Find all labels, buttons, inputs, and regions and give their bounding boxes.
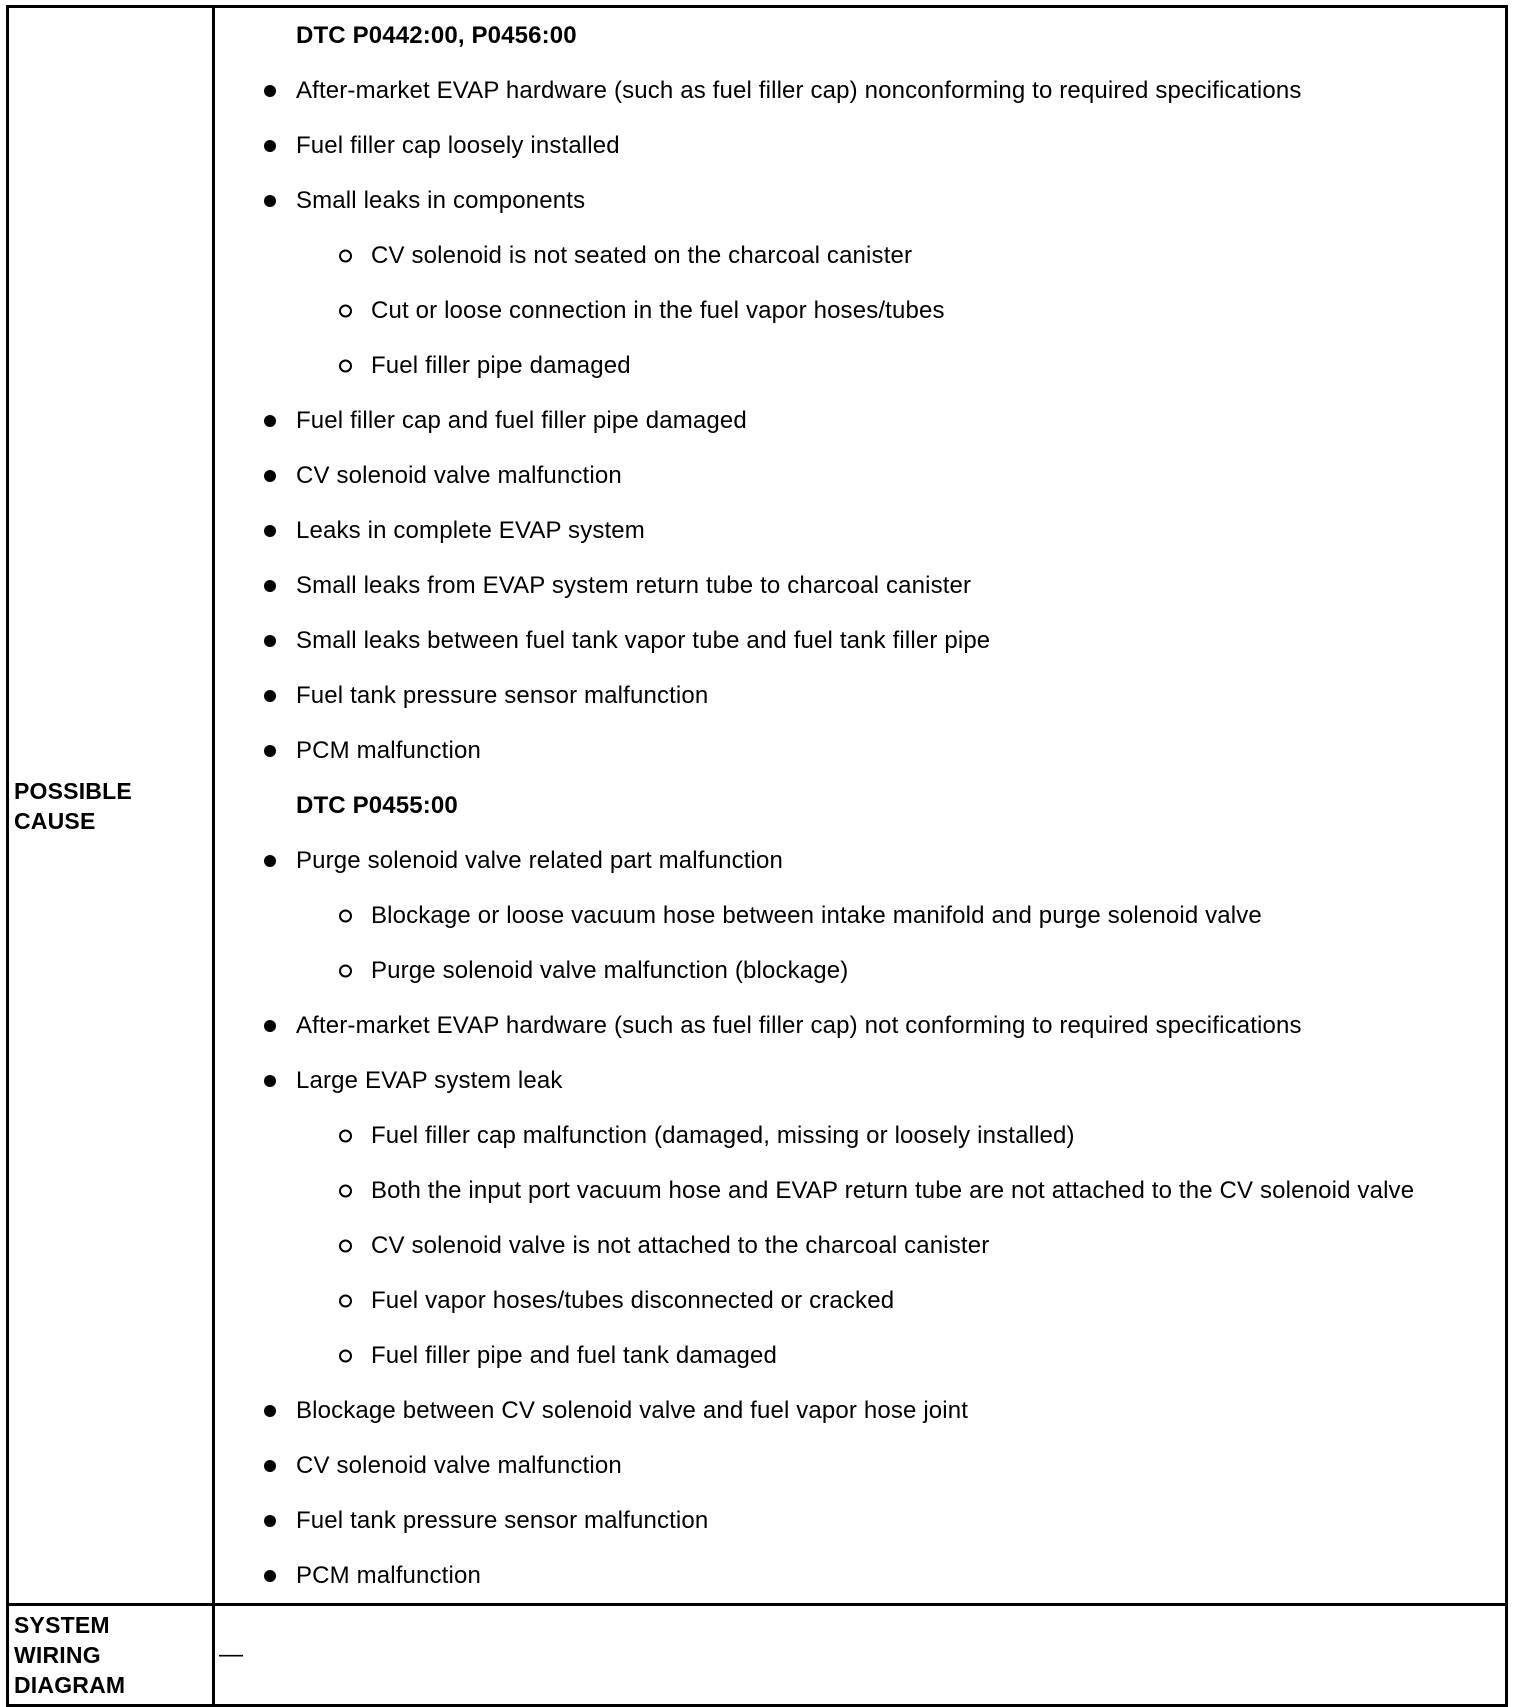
item-text: Fuel tank pressure sensor malfunction — [296, 1507, 709, 1534]
hollow-bullet-icon — [339, 304, 352, 317]
cause-subitem — [215, 283, 1505, 338]
item-text: Fuel filler pipe and fuel tank damaged — [371, 1342, 777, 1369]
item-text: Fuel filler cap loosely installed — [296, 132, 620, 159]
filled-bullet-icon — [264, 470, 276, 482]
cause-item — [215, 1493, 1505, 1548]
item-text: Fuel filler cap malfunction (damaged, missing or loosely installed) — [371, 1122, 1075, 1149]
filled-bullet-icon — [264, 195, 276, 207]
cause-item — [215, 668, 1505, 723]
filled-bullet-icon — [264, 525, 276, 537]
filled-bullet-icon — [264, 1460, 276, 1472]
system-wiring-diagram-label — [8, 1605, 214, 1706]
cause-item — [215, 1548, 1505, 1603]
cause-subitem — [215, 1273, 1505, 1328]
hollow-bullet-icon — [339, 1294, 352, 1307]
cause-subitem — [215, 888, 1505, 943]
cause-subitem — [215, 228, 1505, 283]
item-text: Blockage between CV solenoid valve and fuel vapor hose joint — [296, 1397, 969, 1424]
system-wiring-diagram-value: — — [219, 1641, 243, 1668]
item-text: CV solenoid valve malfunction — [296, 462, 622, 489]
item-text: Small leaks from EVAP system return tube to charcoal canister — [296, 572, 972, 599]
item-text: Purge solenoid valve related part malfunction — [296, 847, 784, 874]
dtc-heading — [215, 778, 1505, 833]
document-table — [6, 5, 1508, 1707]
hollow-bullet-icon — [339, 1239, 352, 1252]
filled-bullet-icon — [264, 415, 276, 427]
hollow-bullet-icon — [339, 249, 352, 262]
system-wiring-diagram-content — [214, 1605, 1507, 1706]
system-wiring-diagram-row — [8, 1605, 1507, 1706]
item-text: Small leaks between fuel tank vapor tube and fuel tank filler pipe — [296, 627, 991, 654]
item-text: Fuel vapor hoses/tubes disconnected or cracked — [371, 1287, 895, 1314]
filled-bullet-icon — [264, 1075, 276, 1087]
cause-subitem — [215, 1163, 1505, 1218]
label-line: POSSIBLE — [14, 777, 132, 804]
item-text: CV solenoid valve malfunction — [296, 1452, 622, 1479]
hollow-bullet-icon — [339, 1349, 352, 1362]
cause-subitem — [215, 1108, 1505, 1163]
hollow-bullet-icon — [339, 909, 352, 922]
filled-bullet-icon — [264, 745, 276, 757]
hollow-bullet-icon — [339, 1129, 352, 1142]
item-text: Purge solenoid valve malfunction (blockage) — [371, 957, 849, 984]
filled-bullet-icon — [264, 635, 276, 647]
filled-bullet-icon — [264, 140, 276, 152]
cause-item — [215, 613, 1505, 668]
cause-item — [215, 448, 1505, 503]
label-line: WIRING — [14, 1642, 101, 1668]
item-text: Fuel filler pipe damaged — [371, 352, 631, 379]
cause-item — [215, 1438, 1505, 1493]
item-text: Blockage or loose vacuum hose between intake manifold and purge solenoid valve — [371, 902, 1262, 929]
item-text: Large EVAP system leak — [296, 1067, 563, 1094]
item-text: Cut or loose connection in the fuel vapor hoses/tubes — [371, 297, 945, 324]
item-text: After-market EVAP hardware (such as fuel filler cap) not conforming to required specifications — [296, 1012, 1302, 1039]
item-text: CV solenoid is not seated on the charcoal canister — [371, 242, 913, 269]
cause-subitem — [215, 1218, 1505, 1273]
cause-item — [215, 173, 1505, 228]
filled-bullet-icon — [264, 1405, 276, 1417]
filled-bullet-icon — [264, 1515, 276, 1527]
hollow-bullet-icon — [339, 964, 352, 977]
possible-cause-content — [214, 7, 1507, 1605]
label-line: CAUSE — [14, 807, 96, 834]
filled-bullet-icon — [264, 855, 276, 867]
cause-item — [215, 118, 1505, 173]
cause-subitem — [215, 1328, 1505, 1383]
item-text: DTC P0455:00 — [296, 792, 458, 819]
item-text: Leaks in complete EVAP system — [296, 517, 645, 544]
hollow-bullet-icon — [339, 1184, 352, 1197]
hollow-bullet-icon — [339, 359, 352, 372]
cause-list — [215, 8, 1505, 1603]
filled-bullet-icon — [264, 85, 276, 97]
item-text: Fuel filler cap and fuel filler pipe damaged — [296, 407, 747, 434]
item-text: PCM malfunction — [296, 737, 481, 764]
item-text: PCM malfunction — [296, 1562, 481, 1589]
filled-bullet-icon — [264, 1570, 276, 1582]
possible-cause-label — [8, 7, 214, 1605]
cause-item — [215, 998, 1505, 1053]
filled-bullet-icon — [264, 1020, 276, 1032]
cause-item — [215, 558, 1505, 613]
cause-item — [215, 1383, 1505, 1438]
filled-bullet-icon — [264, 580, 276, 592]
label-line: SYSTEM — [14, 1612, 110, 1638]
item-text: CV solenoid valve is not attached to the charcoal canister — [371, 1232, 990, 1259]
possible-cause-row — [8, 7, 1507, 1605]
item-text: DTC P0442:00, P0456:00 — [296, 22, 577, 49]
cause-item — [215, 1053, 1505, 1108]
cause-subitem — [215, 943, 1505, 998]
label-line: DIAGRAM — [14, 1672, 126, 1698]
item-text: Small leaks in components — [296, 187, 586, 214]
item-text: Both the input port vacuum hose and EVAP return tube are not attached to the CV solenoid valve — [371, 1177, 1415, 1204]
cause-item — [215, 503, 1505, 558]
cause-item — [215, 393, 1505, 448]
cause-item — [215, 63, 1505, 118]
item-text: After-market EVAP hardware (such as fuel filler cap) nonconforming to required specifications — [296, 77, 1302, 104]
dtc-heading — [215, 8, 1505, 63]
cause-item — [215, 833, 1505, 888]
item-text: Fuel tank pressure sensor malfunction — [296, 682, 709, 709]
cause-subitem — [215, 338, 1505, 393]
cause-item — [215, 723, 1505, 778]
filled-bullet-icon — [264, 690, 276, 702]
